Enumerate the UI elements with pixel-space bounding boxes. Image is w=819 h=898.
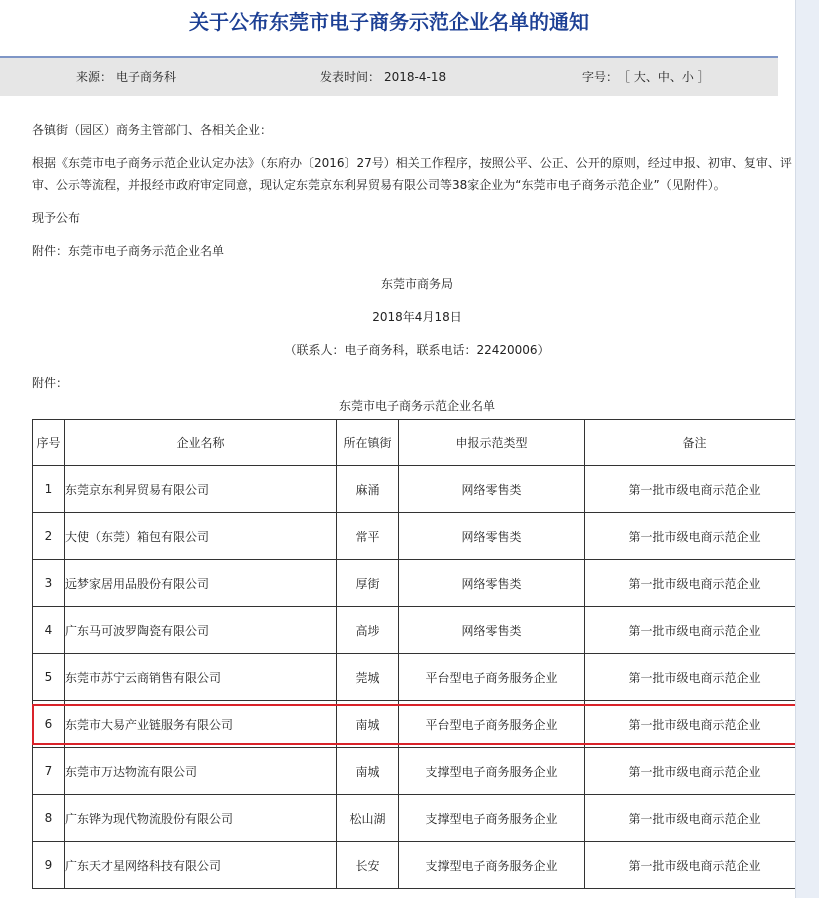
table-row xyxy=(33,748,805,795)
table-title: 东莞市电子商务示范企业名单 xyxy=(338,399,495,413)
demo-type: 网络零售类 xyxy=(399,560,585,607)
remark: 第一批市级电商示范企业 xyxy=(585,701,805,748)
company-name: 远梦家居用品股份有限公司 xyxy=(65,560,337,607)
header-town: 所在镇街 xyxy=(337,420,399,466)
company-name: 东莞市苏宁云商销售有限公司 xyxy=(65,654,337,701)
row-number: 3 xyxy=(33,560,65,607)
announce-text: 现予公布 xyxy=(32,211,81,225)
town: 常平 xyxy=(337,513,399,560)
time-label: 发表时间： xyxy=(320,70,381,84)
time-value: 2018-4-18 xyxy=(384,70,447,84)
town: 南城 xyxy=(337,701,399,748)
issue-date: 2018年4月18日 xyxy=(372,310,462,324)
company-name: 广东天才星网络科技有限公司 xyxy=(65,842,337,889)
table-row xyxy=(33,513,805,560)
enterprise-table xyxy=(32,419,805,889)
paragraph-line-2: 审、公示等流程，并报经市政府审定同意，现认定东莞京东利昇贸易有限公司等38家企业为“东莞市电子商务示范企业”（见附件）。 xyxy=(32,178,726,192)
table-row xyxy=(33,795,805,842)
row-number: 8 xyxy=(33,795,65,842)
town: 南城 xyxy=(337,748,399,795)
header-no: 序号 xyxy=(33,420,65,466)
row-number: 4 xyxy=(33,607,65,654)
header-company: 企业名称 xyxy=(65,420,337,466)
attachment-link-line: 附件：东莞市电子商务示范企业名单 xyxy=(32,244,225,258)
row-number: 9 xyxy=(33,842,65,889)
town: 长安 xyxy=(337,842,399,889)
table-row xyxy=(33,842,805,889)
source-label: 来源： xyxy=(76,70,113,84)
remark: 第一批市级电商示范企业 xyxy=(585,748,805,795)
article-meta-bar xyxy=(0,58,778,96)
table-row xyxy=(33,654,805,701)
demo-type: 支撑型电子商务服务企业 xyxy=(399,795,585,842)
greeting: 各镇街（园区）商务主管部门、各相关企业： xyxy=(32,123,273,137)
row-number: 2 xyxy=(33,513,65,560)
company-name: 广东马可波罗陶瓷有限公司 xyxy=(65,607,337,654)
page-title: 关于公布东莞市电子商务示范企业名单的通知 xyxy=(189,10,589,34)
town: 松山湖 xyxy=(337,795,399,842)
demo-type: 网络零售类 xyxy=(399,513,585,560)
header-type: 申报示范类型 xyxy=(399,420,585,466)
table-row xyxy=(33,560,805,607)
company-name: 东莞京东利昇贸易有限公司 xyxy=(65,466,337,513)
remark: 第一批市级电商示范企业 xyxy=(585,654,805,701)
remark: 第一批市级电商示范企业 xyxy=(585,513,805,560)
table-row xyxy=(33,607,805,654)
remark: 第一批市级电商示范企业 xyxy=(585,466,805,513)
row-number: 7 xyxy=(33,748,65,795)
company-name: 大使（东莞）箱包有限公司 xyxy=(65,513,337,560)
vertical-scrollbar[interactable] xyxy=(795,0,819,898)
remark: 第一批市级电商示范企业 xyxy=(585,842,805,889)
remark: 第一批市级电商示范企业 xyxy=(585,560,805,607)
demo-type: 网络零售类 xyxy=(399,607,585,654)
font-size-label: 字号： xyxy=(582,70,619,84)
company-name: 东莞市万达物流有限公司 xyxy=(65,748,337,795)
town: 莞城 xyxy=(337,654,399,701)
source-value: 电子商务科 xyxy=(116,70,177,84)
row-number: 5 xyxy=(33,654,65,701)
font-size-options[interactable]: ［ 大、中、小 ］ xyxy=(618,70,710,84)
company-name: 广东铧为现代物流股份有限公司 xyxy=(65,795,337,842)
demo-type: 平台型电子商务服务企业 xyxy=(399,701,585,748)
demo-type: 网络零售类 xyxy=(399,466,585,513)
table-row xyxy=(33,466,805,513)
issuer: 东莞市商务局 xyxy=(380,277,453,291)
town: 高埗 xyxy=(337,607,399,654)
paragraph-line-1: 根据《东莞市电子商务示范企业认定办法》（东府办〔2016〕27号）相关工作程序，按照公平、公正、公开的原则，经过申报、初审、复审、评 xyxy=(32,156,792,170)
town: 麻涌 xyxy=(337,466,399,513)
demo-type: 支撑型电子商务服务企业 xyxy=(399,748,585,795)
table-header-row xyxy=(33,420,805,466)
demo-type: 平台型电子商务服务企业 xyxy=(399,654,585,701)
header-note: 备注 xyxy=(585,420,805,466)
contact-info: （联系人：电子商务科，联系电话：22420006） xyxy=(284,343,550,357)
demo-type: 支撑型电子商务服务企业 xyxy=(399,842,585,889)
company-name: 东莞市大易产业链服务有限公司 xyxy=(65,701,337,748)
table-row-highlighted xyxy=(33,701,805,748)
row-number: 6 xyxy=(33,701,65,748)
row-number: 1 xyxy=(33,466,65,513)
attachment-label: 附件： xyxy=(32,376,69,390)
remark: 第一批市级电商示范企业 xyxy=(585,607,805,654)
remark: 第一批市级电商示范企业 xyxy=(585,795,805,842)
town: 厚街 xyxy=(337,560,399,607)
